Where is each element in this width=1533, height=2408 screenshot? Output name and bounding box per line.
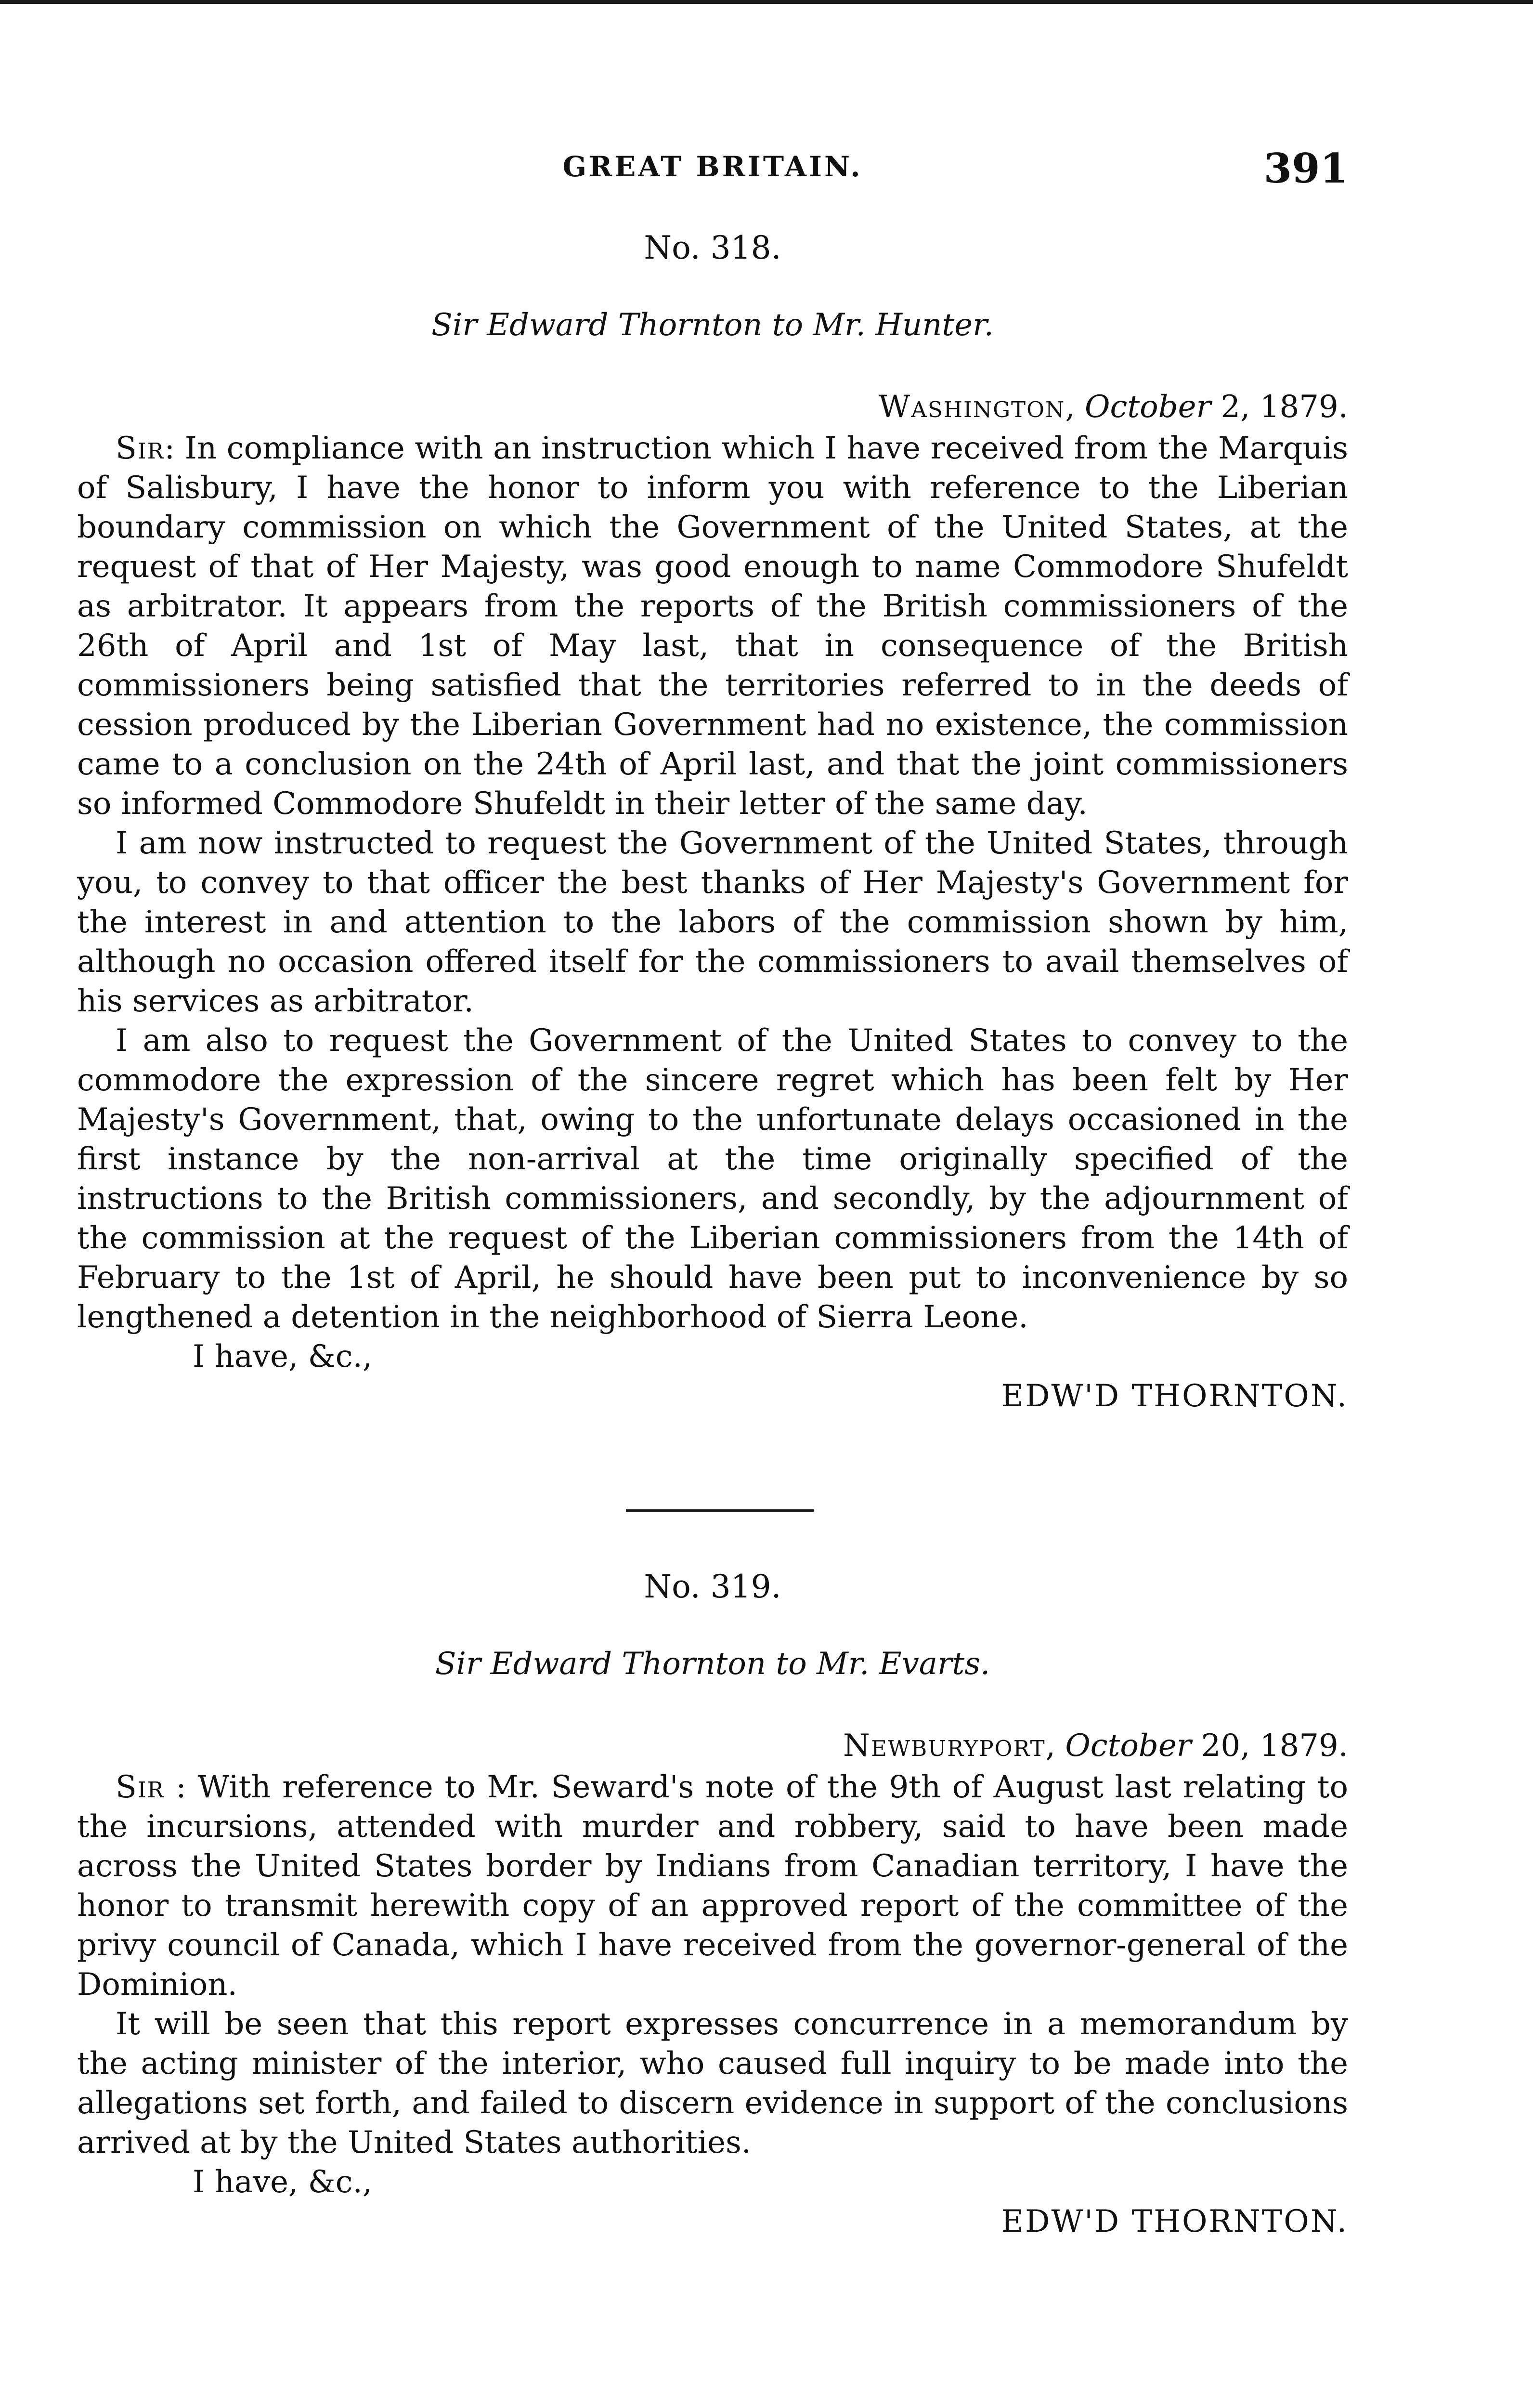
document-page xyxy=(77,0,1348,2408)
dateline-month: October xyxy=(1065,1728,1192,1764)
running-head xyxy=(77,144,1348,193)
section-separator-rule xyxy=(626,1509,814,1512)
letter-318 xyxy=(77,226,1348,1416)
salutation: Sir xyxy=(116,1769,165,1805)
dateline-place: Newburyport xyxy=(843,1728,1046,1764)
closing: I have, &c., xyxy=(193,2164,373,2200)
dateline: Washington, October 2, 1879. xyxy=(878,389,1348,425)
document-number: No. 318. xyxy=(644,229,781,266)
running-head-title: GREAT BRITAIN. xyxy=(562,150,863,183)
dateline-day-year: 2, 1879. xyxy=(1211,389,1348,425)
paragraph: I am now instructed to request the Government of the United States, through you, to convey to that officer the best thanks of Her Majesty's Government for the interest in and attention to the labors of the commission shown by him, although no occasion offered itself for the commissioners to avail themselves of his services as arbitrator. xyxy=(77,825,1348,1019)
document-number: No. 319. xyxy=(644,1568,781,1605)
dateline: Newburyport, October 20, 1879. xyxy=(843,1728,1348,1764)
closing: I have, &c., xyxy=(193,1339,373,1374)
page-number: 391 xyxy=(1263,144,1348,192)
paragraph xyxy=(77,429,1348,824)
salutation: Sir xyxy=(116,431,165,466)
paragraph xyxy=(77,1767,1348,2004)
letter-heading: Sir Edward Thornton to Mr. Hunter. xyxy=(431,307,994,343)
letter-heading: Sir Edward Thornton to Mr. Evarts. xyxy=(435,1646,990,1682)
paragraph: I am also to request the Government of the United States to convey to the commodore the expression of the sincere regret which has been felt by Her Majesty's Government, that, owing to the unfortunate delays occasioned in the first instance by the non-arrival at the time originally specified of the instructions to the British commissioners, and secondly, by the adjournment of the commission at the request of the Liberian commissioners from the 14th of February to the 1st of April, he should have been put to inconvenience by so lengthened a detention in the neighborhood of Sierra Leone. xyxy=(77,1023,1348,1335)
dateline-place: Washington xyxy=(878,389,1065,425)
dateline-month: October xyxy=(1085,389,1211,425)
paragraph-text: : With reference to Mr. Seward's note of the 9th of August last relating to the incursions, attended with murder and robbery, said to have been made across the United States border by Indians from Canadian territory, I have the honor to transmit herewith copy of an approved report of the committee of the privy council of Canada, which I have received from the governor-general of the Dominion. xyxy=(77,1769,1348,2002)
dateline-day-year: 20, 1879. xyxy=(1191,1728,1348,1764)
paragraph: It will be seen that this report expresses concurrence in a memorandum by the acting minister of the interior, who caused full inquiry to be made into the allegations set forth, and failed to discern evidence in support of the conclusions arrived at by the United States authorities. xyxy=(77,2006,1348,2160)
paragraph-text: : In compliance with an instruction which I have received from the Marquis of Salisbury, I have the honor to inform you with reference to the Liberian boundary commission on which the Government of the United States, at the request of that of Her Majesty, was good enough to name Commodore Shufeldt as arbitrator. It appears from the reports of the British commissioners of the 26th of April and 1st of May last, that in consequence of the British commissioners being satisfied that the territories referred to in the deeds of cession produced by the Liberian Government had no existence, the commission came to a conclusion on the 24th of April last, and that the joint commissioners so informed Commodore Shufeldt in their letter of the same day. xyxy=(77,431,1348,822)
signature: EDW'D THORNTON. xyxy=(1001,2204,1348,2239)
signature: EDW'D THORNTON. xyxy=(1001,1378,1348,1414)
letter-319 xyxy=(77,1565,1348,2241)
